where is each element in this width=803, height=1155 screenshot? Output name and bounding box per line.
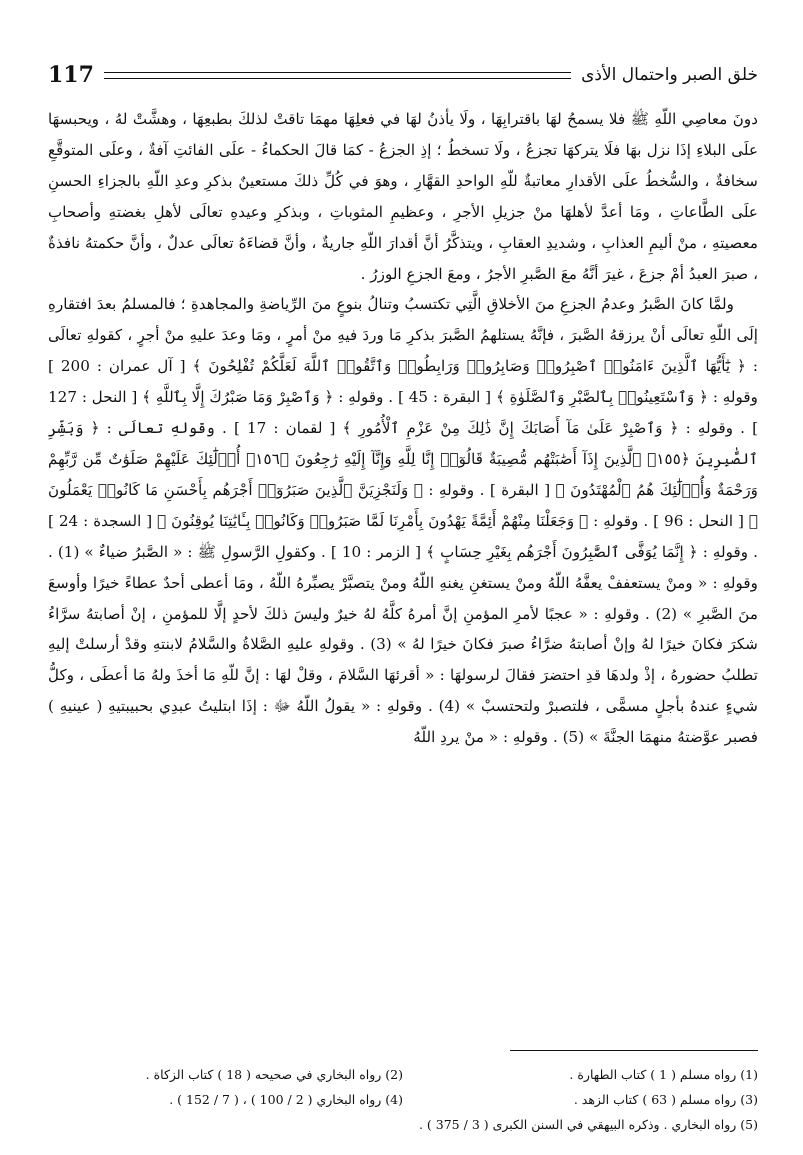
body-text (48, 104, 758, 1044)
footnote-row (48, 1087, 758, 1112)
footnote-5: (5) رواه البخاري . وذكره البيهقي في السنن الكبرى ( 3 / 375 ) . (418, 1117, 758, 1132)
running-title: خلق الصبر واحتمال الأذى (581, 65, 758, 85)
footnote-2: (2) رواه البخاري في صحيحه ( 18 ) كتاب الزكاة . (145, 1067, 403, 1082)
footnote-separator (510, 1050, 758, 1051)
page-header (48, 58, 758, 92)
footnote-1: (1) رواه مسلم ( 1 ) كتاب الطهارة . (569, 1067, 758, 1082)
footnotes (48, 1062, 758, 1137)
header-rule (104, 72, 571, 79)
footnote-row (48, 1112, 758, 1137)
footnote-row (48, 1062, 758, 1087)
page-number: 117 (48, 62, 94, 88)
paragraph-2: ولمَّا كانَ الصَّبرُ وعدمُ الجزعِ منَ الأخلاقِ الَّتِي تكتسبُ وتنالُ بنوعٍ منَ الرِّياضةِ والمجاهدةِ ؛ فالمسلمُ بعدَ افتقارهِ إلَى اللّهِ تعالَى أنْ يرزقهُ الصَّبرَ ، فإنَّهُ يستلهمُ الصَّبرَ بذكرِ مَا وردَ فيهِ منْ أمرٍ ، ومَا وعدَ عليهِ منْ أجرٍ ، كقولهِ تعالَى : ﴿ يَٰٓأَيُّهَا ٱلَّذِينَ ءَامَنُوا۟ ٱصْبِرُوا۟ وَصَابِرُوا۟ وَرَابِطُوا۟ وَٱتَّقُوا۟ ٱللَّهَ لَعَلَّكُمْ تُفْلِحُونَ ﴾ [ آل عمران : 200 ] وقولهِ : ﴿ وَٱسْتَعِينُوا۟ بِٱلصَّبْرِ وَٱلصَّلَوٰةِ ﴾ [ البقرة : 45 ] . وقولهِ : ﴿ وَٱصْبِرْ وَمَا صَبْرُكَ إِلَّا بِٱللَّهِ ﴾ [ النحل : 127 ] . وقولهِ : ﴿ وَٱصْبِرْ عَلَىٰ مَآ أَصَابَكَ إِنَّ ذَٰلِكَ مِنْ عَزْمِ ٱلْأُمُورِ ﴾ [ لقمان : 17 ] . وقولهِ تعالَى : ﴿ وَبَشِّرِ ٱلصَّٰبِرِينَ ﴿١٥٥﴾ ٱلَّذِينَ إِذَآ أَصَٰبَتْهُم مُّصِيبَةٌ قَالُوٓا۟ إِنَّا لِلَّهِ وَإِنَّآ إِلَيْهِ رَٰجِعُونَ ﴿١٥٦﴾ أُو۟لَٰٓئِكَ عَلَيْهِمْ صَلَوَٰتٌ مِّن رَّبِّهِمْ وَرَحْمَةٌ وَأُو۟لَٰٓئِكَ هُمُ ٱلْمُهْتَدُونَ ﴾ [ البقرة ] . وقولهِ : ﴿ وَلَنَجْزِيَنَّ ٱلَّذِينَ صَبَرُوٓا۟ أَجْرَهُم بِأَحْسَنِ مَا كَانُوا۟ يَعْمَلُونَ ﴾ [ النحل : 96 ] . وقولهِ : ﴿ وَجَعَلْنَا مِنْهُمْ أَئِمَّةً يَهْدُونَ بِأَمْرِنَا لَمَّا صَبَرُوا۟ وَكَانُوا۟ بِـَٔايَٰتِنَا يُوقِنُونَ ﴾ [ السجدة : 24 ] . وقولهِ : ﴿ إِنَّمَا يُوَفَّى ٱلصَّٰبِرُونَ أَجْرَهُم بِغَيْرِ حِسَابٍ ﴾ [ الزمر : 10 ] . وكقولِ الرَّسولِ ﷺ : « الصَّبرُ ضياءٌ » (1) . وقولهِ : « ومنْ يستعففْ يعفَّهُ اللّهُ ومنْ يستغنِ يغنهِ اللّهُ ومنْ يتصبَّرْ يصبِّرهُ اللّهُ ، ومَا أعطى أحدٌ عطاءً خيرًا وأوسعَ منَ الصَّبرِ » (2) . وقولهِ : « عجبًا لأمرِ المؤمنِ إنَّ أمرهُ كلَّهُ لهُ خيرٌ وليسَ ذلكَ لأحدٍ إلَّا للمؤمنِ ، إنْ أصابتهُ سرَّاءُ شكرَ فكانَ خيرًا لهُ وإنْ أصابتهُ ضرَّاءُ صبرَ فكانَ خيرًا لهُ » (3) . وقولهِ عليهِ الصَّلاةُ والسَّلامُ لابنتهِ وقدْ أرسلتْ إليهِ تطلبُ حضورهُ ، إذْ ولدهَا قدِ احتضرَ فقالَ لرسولهَا : « أقرئهَا السَّلامَ ، وقلْ لهَا : إنَّ للّهِ مَا أخذَ ولهُ مَا أعطَى ، وكلُّ شيءٍ عندهُ بأجلٍ مسمًّى ، فلتصبرْ ولتحتسبْ » (4) . وقولهِ : « يقولُ اللّهُ ﷻ : إذَا ابتليتُ عبدِي بحبيبتيهِ ( عينيهِ ) فصبر عوَّضتهُ منهمَا الجنَّةَ » (5) . وقولهِ : « منْ يردِ اللّهُ (48, 295, 759, 747)
footnote-4: (4) رواه البخاري ( 2 / 100 ) ، ( 7 / 152 ) . (169, 1092, 403, 1107)
footnote-3: (3) رواه مسلم ( 63 ) كتاب الزهد . (573, 1092, 758, 1107)
paragraph-1: دونَ معاصِي اللّهِ ﷺ فلا يسمحُ لهَا باقترابِهَا ، ولَا يأذنُ لهَا في فعلِهَا مهمَا تاقتْ لذلكَ بطبعِهَا ، وهشَّتْ لهُ ، ويحبسهَا علَى البلاءِ إذَا نزل بهَا فلَا يتركهَا تجزعُ ، ولَا تسخطُ ؛ إذِ الجزعُ - كمَا قالَ الحكماءُ - علَى الفائتِ آفةٌ ، وعلَى المتوقَّعِ سخافةٌ ، والسُّخطُ علَى الأقدارِ معاتبةٌ للّهِ الواحدِ القهَّارِ ، وهوَ في كُلِّ ذلكَ مستعينٌ بذكرِ وعدِ اللّهِ بالجزاءِ الحسنِ علَى الطَّاعاتِ ، ومَا أعدَّ لأهلهَا منْ جزيلِ الأجرِ ، وعظيمِ المثوباتِ ، وبذكرِ وعيدهِ تعالَى لأهلِ بغضتهِ وأصحابِ معصيتهِ ، منْ أليمِ العذابِ ، وشديدِ العقابِ ، ويتذكَّرُ أنَّ أقدارَ اللّهِ جاريةٌ ، وأنَّ قضاءَهُ تعالَى عدلٌ ، وأنَّ حكمتهُ نافذةٌ ، صبرَ العبدُ أمْ جزعَ ، غيرَ أنَّهُ معَ الصَّبرِ الأجرُ ، ومعَ الجزعِ الوزرُ . (48, 110, 758, 283)
